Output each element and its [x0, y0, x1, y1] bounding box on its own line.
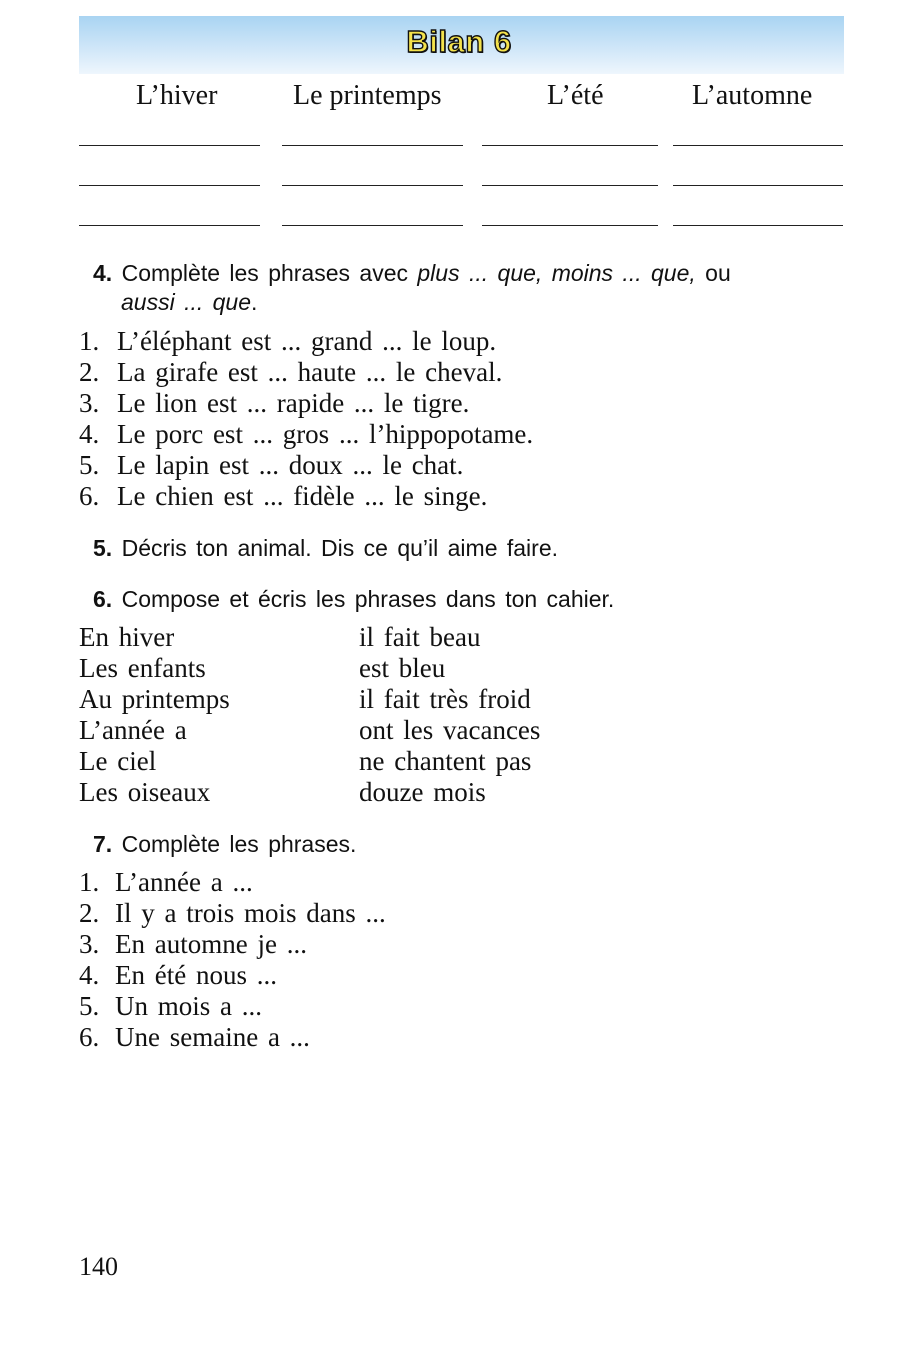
list-item: 1. L’année a ...	[79, 867, 253, 897]
list-item: 2. La girafe est ... haute ... le cheval.	[79, 357, 503, 387]
matching-right-column	[359, 622, 540, 808]
instruction-italic: aussi ... que	[121, 289, 252, 315]
exercise-number: 6.	[93, 586, 113, 612]
answer-line[interactable]	[673, 225, 843, 226]
answer-line[interactable]	[79, 225, 260, 226]
instruction-text: Décris ton animal. Dis ce qu’il aime faire.	[121, 535, 559, 561]
exercise-4-list	[79, 326, 533, 512]
exercise-7-list	[79, 867, 386, 1053]
list-item: 2. Il y a trois mois dans ...	[79, 898, 386, 928]
phrase-end: il fait beau	[359, 622, 481, 652]
exercise-number: 5.	[93, 535, 113, 561]
exercise-4-instruction	[93, 259, 845, 317]
instruction-text: Complète les phrases avec	[121, 260, 408, 286]
phrase-start: L’année a	[79, 715, 187, 745]
list-item: 3. Le lion est ... rapide ... le tigre.	[79, 388, 470, 418]
phrase-end: ne chantent pas	[359, 746, 532, 776]
matching-left-column	[79, 622, 230, 808]
instruction-text: ou	[705, 260, 731, 286]
list-item: 4. En été nous ...	[79, 960, 277, 990]
exercise-7-instruction	[93, 830, 845, 859]
instruction-italic: plus ... que, moins ... que,	[417, 260, 696, 286]
answer-line[interactable]	[282, 225, 463, 226]
exercise-number: 7.	[93, 831, 113, 857]
answer-line[interactable]	[79, 185, 260, 186]
exercise-number: 4.	[93, 260, 113, 286]
phrase-start: En hiver	[79, 622, 175, 652]
list-item: 5. Un mois a ...	[79, 991, 262, 1021]
answer-line[interactable]	[673, 185, 843, 186]
list-item: 1. L’éléphant est ... grand ... le loup.	[79, 326, 497, 356]
phrase-end: est bleu	[359, 653, 446, 683]
list-item: 6. Le chien est ... fidèle ... le singe.	[79, 481, 488, 511]
exercise-6-instruction	[93, 585, 845, 614]
season-header-winter: L’hiver	[136, 80, 218, 111]
exercise-5-instruction	[93, 534, 845, 563]
season-header-summer: L’été	[547, 80, 604, 111]
season-header-spring: Le printemps	[293, 80, 442, 111]
page-title: Bilan 6	[406, 24, 512, 59]
list-item: 4. Le porc est ... gros ... l’hippopotame.	[79, 419, 534, 449]
answer-line[interactable]	[482, 185, 658, 186]
list-item: 5. Le lapin est ... doux ... le chat.	[79, 450, 464, 480]
answer-line[interactable]	[282, 185, 463, 186]
list-item: 3. En automne je ...	[79, 929, 307, 959]
season-header-autumn: L’automne	[692, 80, 813, 111]
phrase-start: Le ciel	[79, 746, 157, 776]
phrase-start: Les enfants	[79, 653, 206, 683]
phrase-end: ont les vacances	[359, 715, 541, 745]
answer-line[interactable]	[482, 225, 658, 226]
instruction-text: Compose et écris les phrases dans ton cahier.	[121, 586, 615, 612]
phrase-start: Les oiseaux	[79, 777, 211, 807]
answer-line[interactable]	[482, 145, 658, 146]
instruction-text: Complète les phrases.	[121, 831, 357, 857]
phrase-end: il fait très froid	[359, 684, 531, 714]
page-number: 140	[79, 1252, 118, 1281]
answer-line[interactable]	[673, 145, 843, 146]
instruction-text: .	[251, 289, 258, 315]
phrase-end: douze mois	[359, 777, 486, 807]
answer-line[interactable]	[282, 145, 463, 146]
phrase-start: Au printemps	[79, 684, 230, 714]
list-item: 6. Une semaine a ...	[79, 1022, 310, 1052]
answer-line[interactable]	[79, 145, 260, 146]
